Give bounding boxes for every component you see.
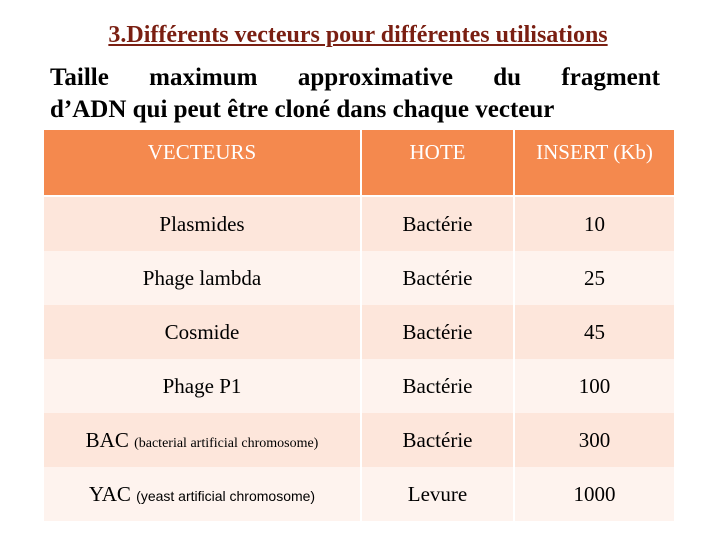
insert-cell: 25 bbox=[514, 251, 674, 305]
header-vecteurs: VECTEURS bbox=[44, 130, 361, 196]
host-cell: Bactérie bbox=[361, 413, 514, 467]
subtitle-line-1: Taille maximum approximative du fragment bbox=[50, 64, 660, 91]
insert-cell: 45 bbox=[514, 305, 674, 359]
slide-subtitle bbox=[50, 62, 660, 126]
vector-note: (bacterial artificial chromosome) bbox=[134, 435, 319, 451]
table-header-row bbox=[44, 130, 674, 196]
table-row bbox=[44, 359, 674, 413]
host-cell: Bactérie bbox=[361, 196, 514, 251]
vectors-table bbox=[44, 130, 674, 521]
vector-cell: Phage P1 bbox=[44, 359, 361, 413]
host-cell: Bactérie bbox=[361, 305, 514, 359]
table-row bbox=[44, 305, 674, 359]
vector-note: (yeast artificial chromosome) bbox=[136, 487, 316, 504]
subtitle-line-2: d’ADN qui peut être cloné dans chaque vecteur bbox=[50, 96, 555, 123]
vector-cell bbox=[44, 467, 361, 521]
slide-title: 3.Différents vecteurs pour différentes utilisations bbox=[108, 22, 608, 48]
insert-cell: 10 bbox=[514, 196, 674, 251]
vector-cell: Phage lambda bbox=[44, 251, 361, 305]
host-cell: Bactérie bbox=[361, 359, 514, 413]
header-hote: HOTE bbox=[361, 130, 514, 196]
insert-cell: 300 bbox=[514, 413, 674, 467]
host-cell: Levure bbox=[361, 467, 514, 521]
table-row bbox=[44, 467, 674, 521]
header-insert: INSERT (Kb) bbox=[514, 130, 674, 196]
vector-name: BAC bbox=[85, 427, 129, 452]
insert-cell: 1000 bbox=[514, 467, 674, 521]
host-cell: Bactérie bbox=[361, 251, 514, 305]
table-row bbox=[44, 196, 674, 251]
vector-cell: Plasmides bbox=[44, 196, 361, 251]
vector-name: YAC bbox=[88, 481, 131, 506]
vector-cell bbox=[44, 413, 361, 467]
table-row bbox=[44, 413, 674, 467]
vector-cell: Cosmide bbox=[44, 305, 361, 359]
table-row bbox=[44, 251, 674, 305]
insert-cell: 100 bbox=[514, 359, 674, 413]
